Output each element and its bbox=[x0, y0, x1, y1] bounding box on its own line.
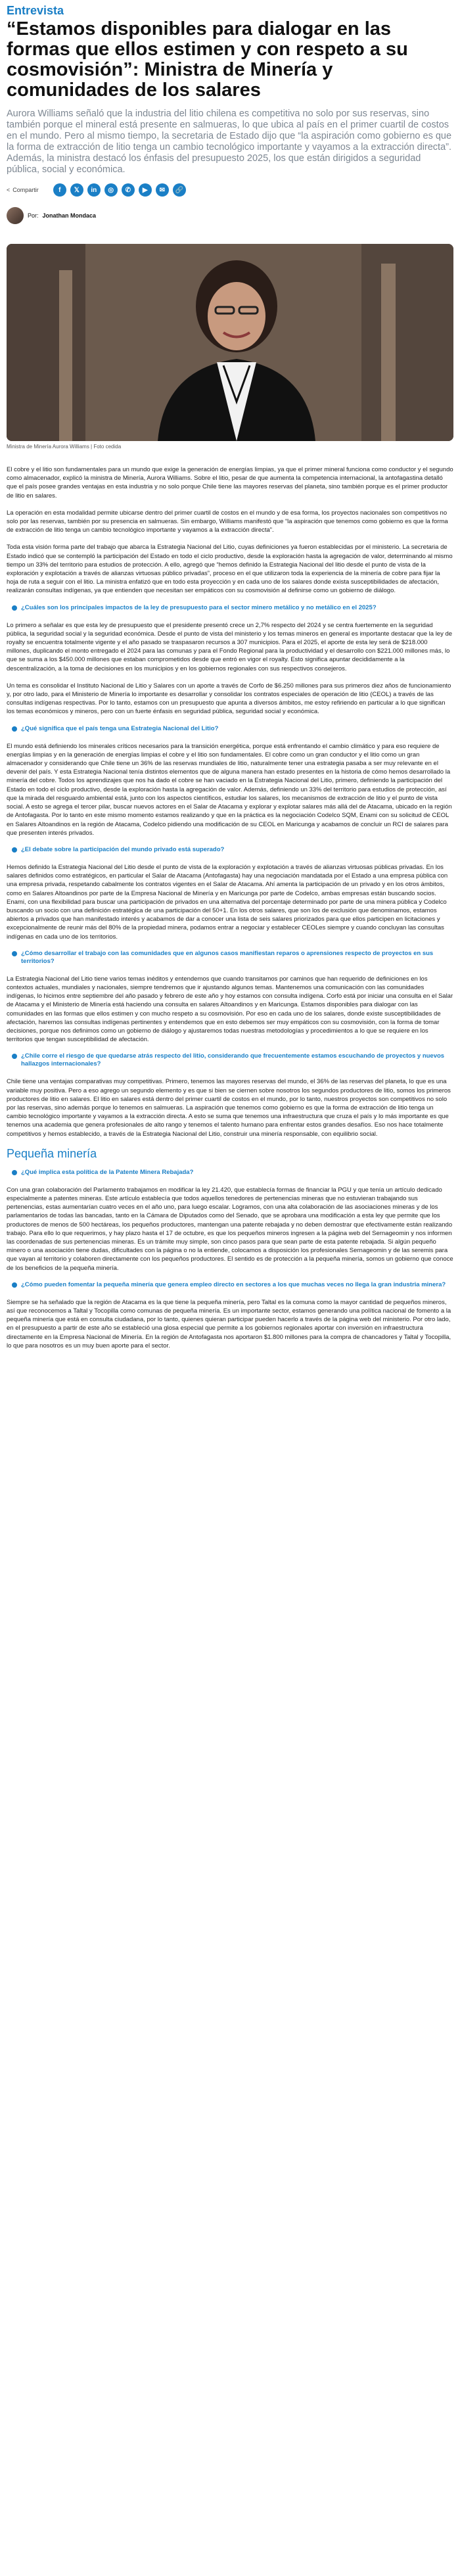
pinterest-share-button[interactable]: ◎ bbox=[104, 183, 118, 197]
bullet-icon bbox=[12, 726, 17, 732]
copy-link-button[interactable]: 🔗 bbox=[173, 183, 186, 197]
interview-question bbox=[12, 1281, 453, 1289]
interview-question bbox=[12, 725, 453, 733]
share-bar bbox=[7, 183, 453, 197]
interview-question bbox=[12, 604, 453, 612]
bullet-icon bbox=[12, 1170, 17, 1175]
email-share-button[interactable]: ✉ bbox=[156, 183, 169, 197]
telegram-share-button[interactable]: ▶ bbox=[139, 183, 152, 197]
paragraph: Toda esta visión forma parte del trabajo que abarca la Estrategia Nacional del Litio, cuyas definiciones ya fueron establecidas por el ministerio. La secretaria de Estado indicó que se contempló la participación del Estado en todo el ciclo productivo, desde la exploración hasta la agregación de valor, determinando al mismo tiempo un 33% del territorio para estudios de protección. A ello, agregó que “hemos definido la Estrategia Nacional del litio desde el punto de vista de la exploración y explotación a través de alianzas virtuosas público privadas”, proceso en el que utilizaron toda la experiencia de la minería de cobre para fijar la hoja de ruta a seguir con el litio. La ministra enfatizó que en todo esta proyección y en cada uno de los salares donde exista susceptibilidades de afectación, realizarán consultas indígenas, ya que entienden que necesitan ser empáticos con su cosmovisión al definirse como un gobierno de diálogo. bbox=[7, 544, 453, 595]
bullet-icon bbox=[12, 605, 17, 611]
bullet-icon bbox=[12, 847, 17, 853]
section-kicker[interactable]: Entrevista bbox=[7, 4, 64, 17]
paragraph: La Estrategia Nacional del Litio tiene varios temas inéditos y entendemos que cuando transitamos por caminos que han requerido de definiciones en los contextos actuales, mundiales y nacionales, siempre tendremos que ir ajustando algunos temas. Mantenemos una comunicación con las comunidades indígenas, lo hicimos entre septiembre del año pasado y febrero de este año y hoy estamos con consulta indígena. Corfo está por iniciar una consulta en el Salar de Atacama y el Ministerio de Minería está haciendo una consulta en salares Altoandinos y en Maricunga. Estamos disponibles para dialogar con las comunidades en las formas que ellos estimen y con mucho respeto a su cosmovisión. Por eso en cada uno de los salares, donde existe susceptibilidades de afectación, haremos las consultas indígenas pertinentes y entendemos que en esto debemos ser muy empáticos con su cosmovisión, con la forma de tomar decisiones, porque nos definimos como un gobierno de diálogo y ajustaremos todas nuestras metodologías y procedimientos a lo que se requiere en los territorios que tengan susceptibilidad de afectación. bbox=[7, 975, 453, 1044]
paragraph: Chile tiene una ventajas comparativas muy competitivas. Primero, tenemos las mayores reservas del mundo, el 36% de las reservas del planeta, lo que es una variable muy positiva. Pero a eso agrego un segundo elemento y es que si bien se ciernen sobre nosotros los segundos productores de litio, somos los primeros productores de litio en salares. El litio en salares está dentro del primer cuartil de costos en el mundo, por lo tanto, nuestros proyectos son competitivos no solo por las reservas, sino además porque lo tenemos en salmueras. La aspiración que tenemos como gobierno es que la forma de extracción de litio tenga un cambio tecnológico importante y vayamos a la extracción directa. A esto se suma que tenemos una infraestructura que cruza el país y lo más importante es que tenemos una academia que genera profesionales de alto rango y tenemos el talento humano para enfrentar estos grandes desafíos. Eso nos hace totalmente competitivos y hemos establecido, a través de la Estrategia Nacional del Litio, construir una minería responsable, con equilibrio social. bbox=[7, 1078, 451, 1138]
section-heading: Pequeña minería bbox=[7, 1146, 97, 1160]
author-avatar bbox=[7, 207, 24, 224]
paragraph: Lo primero a señalar es que esta ley de presupuesto que el presidente presentó crece un 2,7% respecto del 2024 y se centra fuertemente en la seguridad pública, la seguridad social y la seguridad económica. Desde el punto de vista del ministerio y los temas mineros en general es importante destacar que la ley de royalty se encuentra totalmente vigente y el año pasado se traspasaron recursos a 307 municipios. Para el 2025, el aporte de esta ley será de $218.000 millones, duplicando el monto entregado el 2024 para las comunas y para el Fondo Regional para la productividad y el desarrollo con $221.000 millones más, lo que se suma a los $450.000 millones que estaban comprometidos desde que entró en vigor el royalty. Esto significa apuntar decididamente a la descentralización, a la toma de decisiones en los municipios y en los gobiernos regionales con sus respectivos consejeros. bbox=[7, 621, 453, 672]
x-share-button[interactable]: 𝕏 bbox=[70, 183, 83, 197]
bullet-icon bbox=[12, 951, 17, 956]
interview-question bbox=[12, 950, 453, 966]
paragraph: Un tema es consolidar el Instituto Nacional de Litio y Salares con un aporte a través de Corfo de $6.250 millones para sus primeros diez años de funcionamiento y, por otro lado, para el Ministerio de Minería lo importante es desarrollar y consolidar los contratos especiales de operación de litio (CEOL) a través de las consultas indígenas respectivas. Por lo tanto, estamos con un presupuesto que apunta a diversos ámbitos, me estoy refiriendo en particular a lo que significan los temas económicos y mineros, pero con un fuerte énfasis en seguridad pública, seguridad social y económica. bbox=[7, 682, 451, 716]
question-text: ¿Cómo desarrollar el trabajo con las comunidades que en algunos casos manifiestan reparos o aprensiones respecto de proyectos en sus territorios? bbox=[21, 949, 434, 965]
whatsapp-share-button[interactable]: ✆ bbox=[122, 183, 135, 197]
bullet-icon bbox=[12, 1054, 17, 1059]
article bbox=[0, 4, 460, 1350]
interview-question bbox=[12, 1169, 453, 1177]
paragraph: La operación en esta modalidad permite ubicarse dentro del primer cuartil de costos en el mundo y de esa forma, los proyectos nacionales son competitivos no solo por las reservas, también por su presencia en salmueras. Sin embargo, Williams manifestó que “la aspiración que tenemos como gobierno es que la forma de extracción de litio tenga un cambio tecnológico importante y vayamos a la extracción directa”. bbox=[7, 509, 448, 534]
interview-question bbox=[12, 1052, 453, 1068]
article-body bbox=[7, 465, 453, 1350]
linkedin-share-button[interactable]: in bbox=[87, 183, 101, 197]
paragraph: El mundo está definiendo los minerales críticos necesarios para la transición energética, porque está enfrentando el cambio climático y para eso requiere de energías limpias y en la generación de energías limpias el cobre y el litio son fundamentales. El cobre como un gran conductor y el litio como un gran almacenador y considerando que Chile tiene un 36% de las reservas mundiales de litio, naturalmente tener una estrategia pasaba a ser muy relevante en el devenir del país. Y esta Estrategia Nacional tenía distintos elementos que de alguna manera han estado presentes en la historia de cómo hemos desarrollado la minería del cobre. Todos los aprendizajes que nos ha dado el cobre se han vaciado en la Estrategia Nacional del Litio, primero, definiendo la participación del Estado en todo el ciclo productivo, desde la exploración hasta la agregación de valor. Además, definiendo un 33% del territorio para estudios de protección, así que la mirada del resguardo ambiental está, junto con los aspectos científicos, estudiar los salares, los mecanismos de extracción de litio y el punto de vista social. A esto se agrega el tercer pilar, buscar nuevos actores en el Salar de Atacama y explorar y explotar salares más allá del de Atacama, ubicado en la región de Antofagasta. Por lo tanto en este mismo momento estamos realizando y que en la práctica es la negociación Codelco SQM, Enami con su solicitud de CEOL en Salares Altoandinos en la región de Atacama, Codelco pidiendo una modificación de su CEOL en Maricunga y acabamos de concluir un RCI de salares para que presenten interés privados. bbox=[7, 742, 452, 837]
question-text: ¿El debate sobre la participación del mundo privado está superado? bbox=[21, 845, 225, 853]
question-text: ¿Cuáles son los principales impactos de la ley de presupuesto para el sector minero metálico y no metálico en el 2025? bbox=[21, 603, 377, 611]
paragraph: Con una gran colaboración del Parlamento trabajamos en modificar la ley 21.420, que establecía formas de financiar la PGU y que tenía un artículo dedicado especialmente a patentes mineras. Este artículo establecía que todos aquellos tenedores de pertenencias mineras que no estuvieran trabajando sus pertenencias, estas aumentarían cuatro veces en el año uno, para luego escalar. Logramos, con una alta colaboración de las asociaciones mineras y de los parlamentarios de todas las bancadas, tanto en la Cámara de Diputados como del Senado, que se aprobara una modificación a esta ley que permite que los productores de menos de 500 hectáreas, los pequeños productores, mantengan una patente rebajada y no deben demostrar que efectivamente están realizando trabajo. Para ello lo que requerimos, y hay plazo hasta el 17 de octubre, es que los pequeños mineros ingresen a la página web del Sernageomin y nos informen las coordenadas de sus pertenencias mineras. Es un trámite muy simple, son cinco pasos para que sean parte de esta patente rebajada. Si algún pequeño minero o una asociación tiene dudas, dificultades con la página o no la entiende, colocamos a disposición los profesionales Sernageomin y de las seremis para que vayan al territorio y colaboren directamente con los pequeños productores. El sentido es de protección a la pequeña minería, somos un gobierno que conoce de los beneficios de la pequeña minería. bbox=[7, 1186, 453, 1272]
portrait-illustration bbox=[7, 244, 453, 441]
article-photo bbox=[7, 244, 453, 441]
question-text: ¿Cómo pueden fomentar la pequeña minería que genera empleo directo en sectores a los que muchas veces no llega la gran industria minera? bbox=[21, 1280, 446, 1288]
author-name[interactable]: Jonathan Mondaca bbox=[42, 212, 97, 219]
article-lead: Aurora Williams señaló que la industria del litio chilena es competitiva no solo por sus reservas, sino también porque el mineral está presente en salmueras, lo que ubica al país en el primer cuartil de costos en el mundo. Pero al mismo tiempo, la secretaria de Estado dijo que “la aspiración como gobierno es que la forma de extracción de litio tenga un cambio tecnológico importante y vayamos a la extracción directa”. Además, la ministra destacó los énfasis del presupuesto 2025, los que están dirigidos a seguridad pública, social y económica. bbox=[7, 108, 452, 175]
author-prefix: Por: bbox=[28, 212, 39, 219]
facebook-share-button[interactable]: f bbox=[53, 183, 66, 197]
question-text: ¿Qué significa que el país tenga una Estrategia Nacional del Litio? bbox=[21, 724, 219, 732]
share-label: < Compartir bbox=[7, 187, 39, 193]
share-icon: < bbox=[7, 187, 11, 193]
bullet-icon bbox=[12, 1282, 17, 1288]
question-text: ¿Chile corre el riesgo de que quedarse atrás respecto del litio, considerando que frecuentemente estamos escuchando de proyectos y nuevos hallazgos internacionales? bbox=[21, 1052, 445, 1068]
question-text: ¿Qué implica esta política de la Patente Minera Rebajada? bbox=[21, 1168, 194, 1176]
interview-question bbox=[12, 846, 453, 854]
author-byline bbox=[7, 207, 453, 224]
article-headline: “Estamos disponibles para dialogar en las formas que ellos estimen y con respeto a su cosmovisión”: Ministra de Minería y comunidades de los salares bbox=[7, 18, 408, 101]
paragraph: El cobre y el litio son fundamentales para un mundo que exige la generación de energías limpias, ya que el primer mineral funciona como conductor y el segundo como almacenador, explicó la ministra de Minería, Aurora Williams. Sobre el litio, pesar de que aumenta la competencia internacional, la antofagastina detalló que el país posee grandes ventajas en esta industria y no solo porque Chile tiene las mayores reservas del planeta, sino también porque es el primer productor de litio en salares. bbox=[7, 466, 453, 500]
photo-caption: Ministra de Minería Aurora Williams | Foto cedida bbox=[7, 444, 122, 450]
paragraph: Siempre se ha señalado que la región de Atacama es la que tiene la pequeña minería, pero Taltal es la comuna como la mayor cantidad de pequeños mineros, así que reconocemos a Taltal y Tocopilla como comunas de pequeña minería. Es un importante sector, estamos generando una política nacional de fomento a la pequeña minería que está en consulta ciudadana, por lo tanto, quienes quieran participar pueden hacerlo a través de la página web del ministerio. Por otro lado, en el presupuesto a partir de este año se estableció una glosa especial que permite a los gobiernos regionales aportar con inversión en infraestructura directamente en la Empresa Nacional de Minería. En la región de Antofagasta nos aportaron $1.800 millones para la compra de chancadores y Taltal y Tocopilla, lo que para nosotros es un muy buen aporte para el sector. bbox=[7, 1298, 451, 1349]
paragraph: Hemos definido la Estrategia Nacional del Litio desde el punto de vista de la exploración y explotación a través de alianzas virtuosas públicas privadas. En los salares definidos como estratégicos, en particular el Salar de Atacama (Antofagasta) hay una negociación mandatada por el Estado a una empresa pública con una empresa privada, respetando cabalmente los contratos vigentes en el Salar de Atacama. Ahí amenta la participación de un privado y en los otros ámbitos, como en Salares Altoandinos por parte de la Empresa Nacional de Minería y en Maricunga por parte de Codelco, ambas empresas están buscando socios. Enami, con una flexibilidad para buscar una participación de privados en una alternativa del porcentaje determinado por parte de una minera pública y Codelco buscando un socio con una definición estratégica de una participación del 50+1. En los otros salares, que son los de exclusión que denominamos, estamos abiertos a privados que han manifestado interés y acabamos de dar a conocer una lista de seis salares priorizados para que ellos participen en licitaciones y excepcionalmente de reunir más del 80% de la propiedad minera, podamos entrar a negociar y establecer CEOLes siempre y cuando concluyan las consultas indígenas en cada uno de los territorios. bbox=[7, 863, 448, 941]
